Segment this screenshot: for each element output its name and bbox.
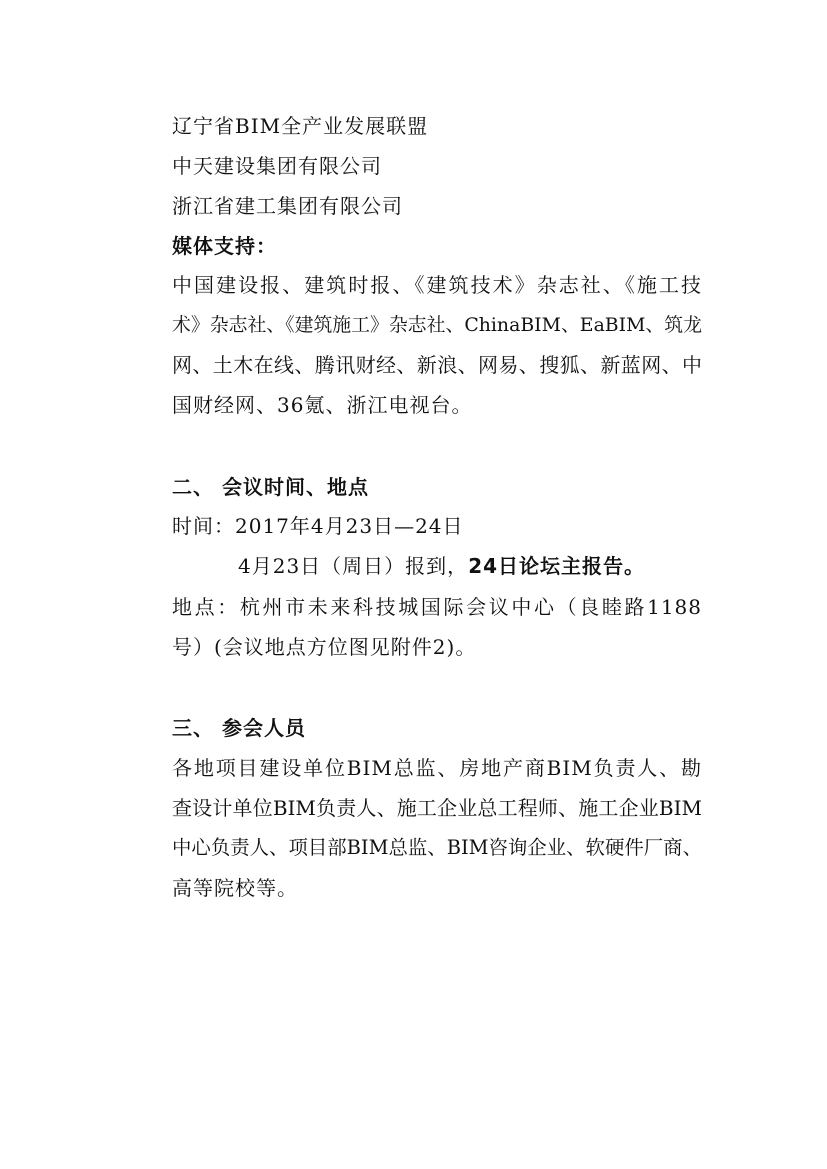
schedule-plain: 4月23日（周日）报到， <box>238 554 469 578</box>
section-heading-time-location: 二、 会议时间、地点 <box>172 475 369 499</box>
organizer-line: 辽宁省BIM全产业发展联盟 <box>172 114 429 138</box>
meeting-schedule <box>238 553 645 579</box>
meeting-time: 时间：2017年4月23日—24日 <box>172 514 464 538</box>
media-heading: 媒体支持： <box>172 234 277 258</box>
attendees-line: 各地项目建设单位BIM总监、房地产商BIM负责人、勘 <box>172 756 702 780</box>
organizer-line: 中天建设集团有限公司 <box>172 154 382 178</box>
meeting-location: 号）(会议地点方位图见附件2)。 <box>172 635 477 659</box>
media-line: 国财经网、36氪、浙江电视台。 <box>172 393 473 417</box>
attendees-line: 高等院校等。 <box>172 876 298 900</box>
section-heading-attendees: 三、 参会人员 <box>172 716 306 740</box>
attendees-line: 查设计单位BIM负责人、施工企业总工程师、施工企业BIM <box>172 796 702 820</box>
meeting-location: 地点：杭州市未来科技城国际会议中心（良睦路1188 <box>172 595 702 619</box>
schedule-bold: 24日论坛主报告。 <box>468 554 646 578</box>
attendees-line: 中心负责人、项目部BIM总监、BIM咨询企业、软硬件厂商、 <box>172 836 702 859</box>
media-line: 中国建设报、建筑时报、《建筑技术》杂志社、《施工技 <box>172 273 702 297</box>
media-line: 术》杂志社、《建筑施工》杂志社、ChinaBIM、EaBIM、筑龙 <box>172 314 703 336</box>
media-line: 网、土木在线、腾讯财经、新浪、网易、搜狐、新蓝网、中 <box>172 353 702 377</box>
organizer-line: 浙江省建工集团有限公司 <box>172 194 403 218</box>
